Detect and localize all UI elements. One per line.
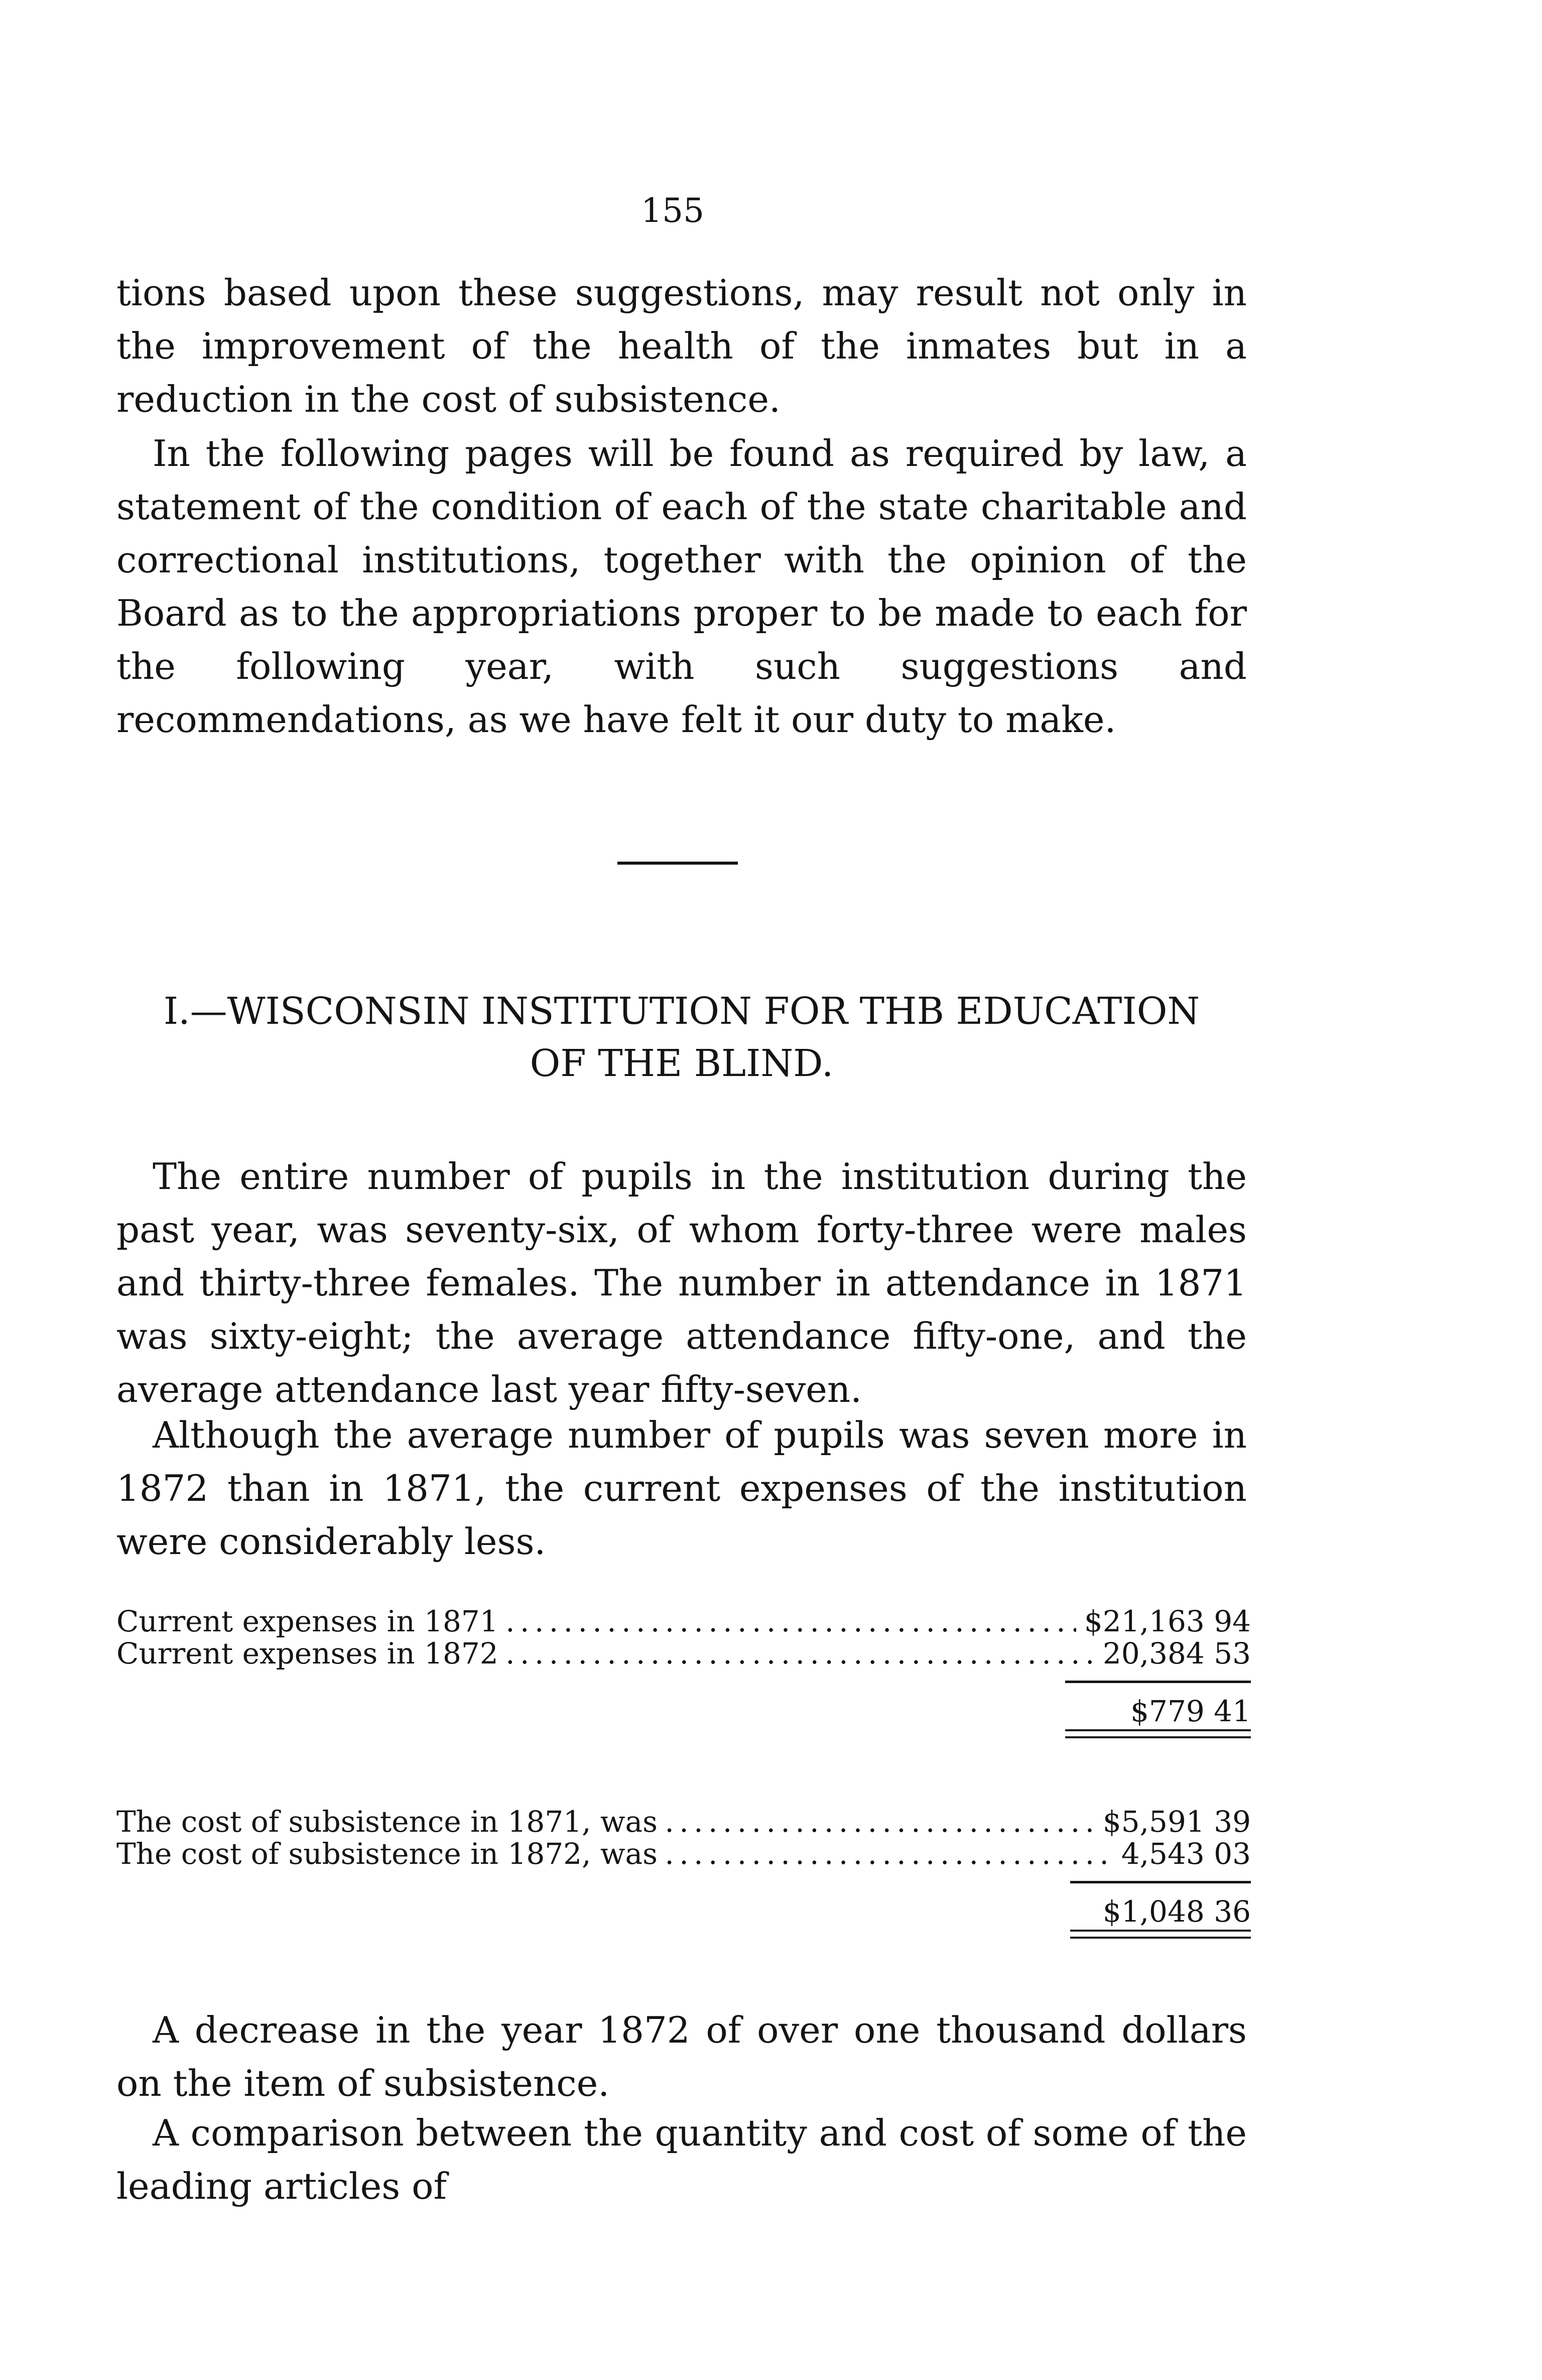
ledger-row-amount: 20,384 53 — [1102, 1637, 1251, 1670]
ledger-subsistence-cost — [116, 1806, 1251, 1939]
paragraph-continuation: tions based upon these suggestions, may result not only in the improvement of the health of the inmates but in a reduction in the cost of subsistence. — [116, 272, 1247, 420]
paragraph-expenses-comparison: Although the average number of pupils was seven more in 1872 than in 1871, the current expenses of the institution were considerably less. — [116, 1414, 1247, 1563]
ledger-total-amount: $779 41 — [1065, 1681, 1251, 1738]
ledger-row — [116, 1806, 1251, 1838]
section-heading-line1: I.—WISCONSIN INSTITUTION FOR THB EDUCATION — [163, 990, 1200, 1033]
section-divider-rule — [617, 862, 738, 865]
page-number: 155 — [641, 191, 704, 230]
ledger-total-row — [116, 1681, 1251, 1738]
ledger-row-amount: 4,543 03 — [1121, 1838, 1251, 1870]
section-heading-line2: OF THE BLIND. — [530, 1042, 834, 1085]
paragraph-decrease-note: A decrease in the year 1872 of over one thousand dollars on the item of subsistence. — [116, 2009, 1247, 2104]
ledger-total-amount: $1,048 36 — [1070, 1881, 1251, 1939]
section-heading — [116, 985, 1247, 1090]
ledger-total-row — [116, 1881, 1251, 1939]
ledger-row-amount: $5,591 39 — [1102, 1806, 1251, 1838]
paragraph-comparison-intro: A comparison between the quantity and cost of some of the leading articles of — [116, 2112, 1247, 2207]
ledger-row-amount: $21,163 94 — [1084, 1605, 1251, 1637]
ledger-row-label: Current expenses in 1872 . . . — [116, 1637, 1095, 1670]
ledger-current-expenses — [116, 1605, 1251, 1738]
ledger-row-label: The cost of subsistence in 1872, was . . . — [116, 1838, 1113, 1870]
ledger-row — [116, 1605, 1251, 1637]
ledger-row-label: Current expenses in 1871 . . . — [116, 1605, 1076, 1637]
ledger-row-label: The cost of subsistence in 1871, was . . . — [116, 1806, 1095, 1838]
paragraph-pupil-count: The entire number of pupils in the institution during the past year, was seventy-six, of whom forty-three were males and thirty-three females. The number in attendance in 1871 was sixty-eight; the average attendance fifty-one, and the average attendance last year fifty-seven. — [116, 1155, 1247, 1410]
paragraph-board-statement: In the following pages will be found as required by law, a statement of the condition of each of the state charitable and correctional institutions, together with the opinion of the Board as to the appropriations proper to be made to each for the following year, with such suggestions and recommendations, as we have felt it our duty to make. — [116, 432, 1247, 741]
ledger-row — [116, 1838, 1251, 1870]
ledger-row — [116, 1637, 1251, 1670]
